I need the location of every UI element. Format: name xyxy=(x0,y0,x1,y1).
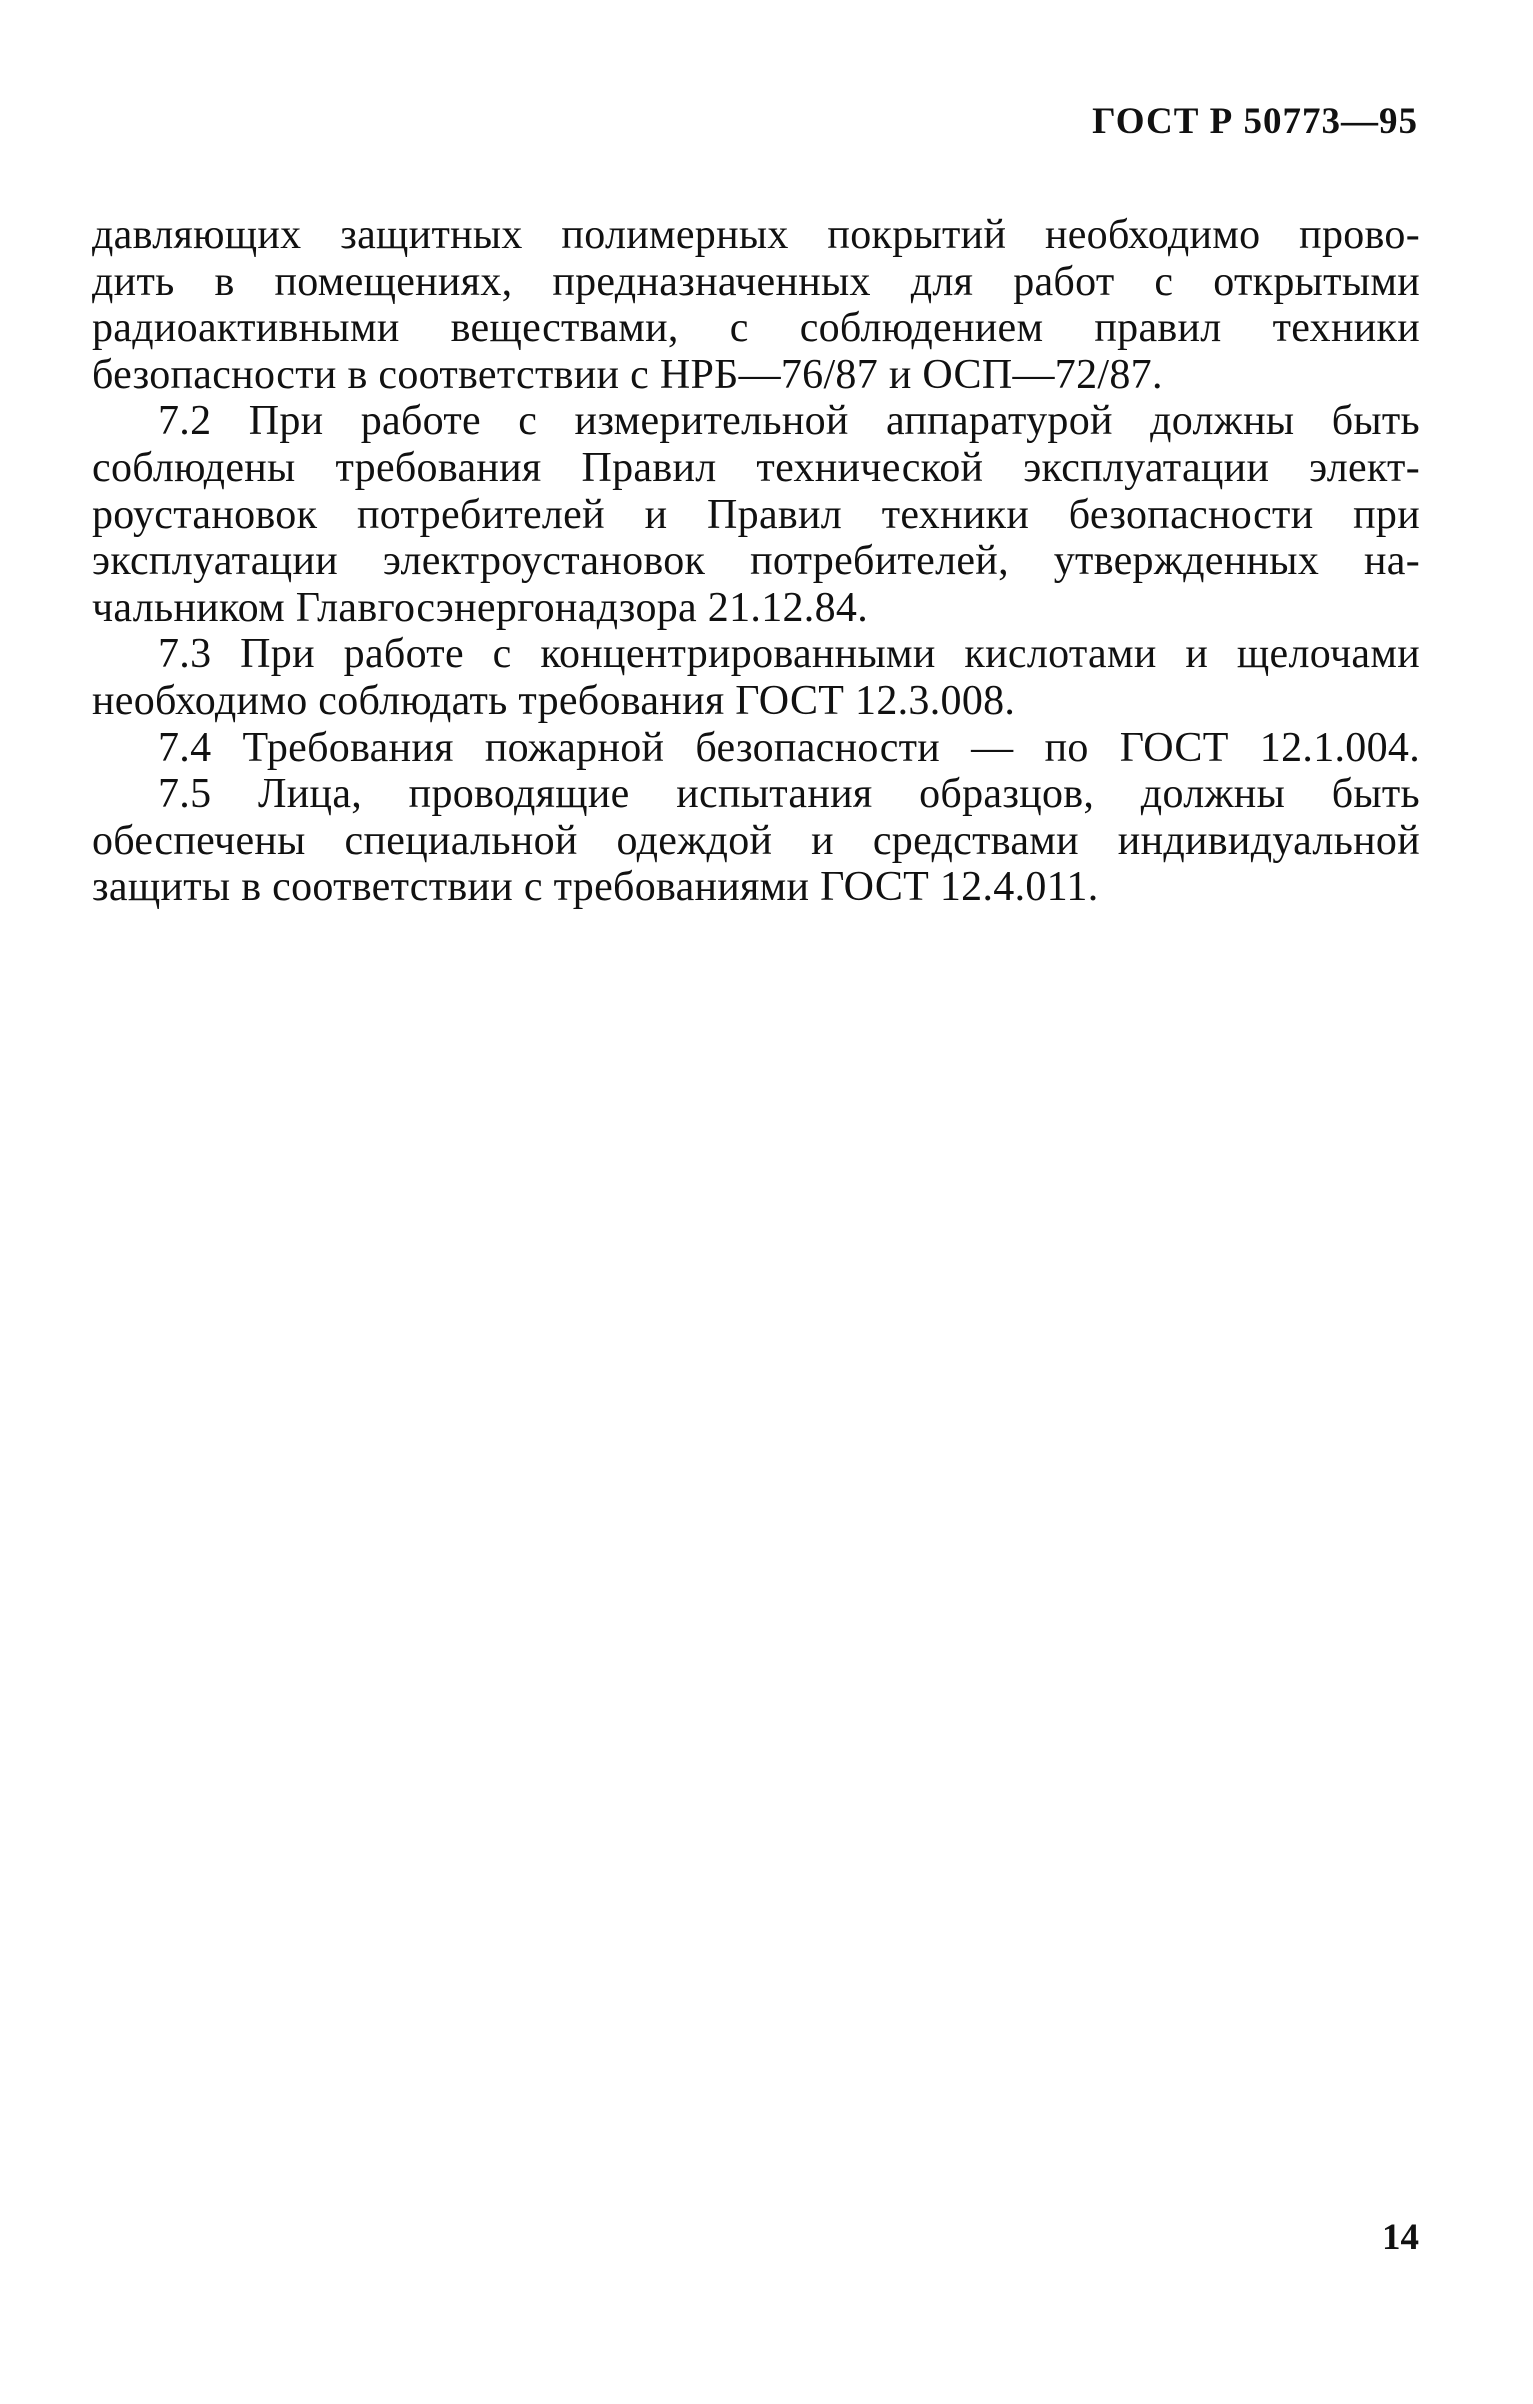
paragraph-line: защиты в соответствии с требованиями ГОСТ 12.4.011. xyxy=(92,864,1099,911)
page-number: 14 xyxy=(1382,2217,1419,2258)
paragraph-line: соблюдены требования Правил технической эксплуатации элект- xyxy=(92,444,1420,491)
document-body xyxy=(92,212,1420,911)
paragraph-line: чальником Главгосэнергонадзора 21.12.84. xyxy=(92,584,868,631)
paragraph-line: роустановок потребителей и Правил техники безопасности при xyxy=(92,491,1420,538)
clause-7-4-line: 7.4 Требования пожарной безопасности — по ГОСТ 12.1.004. xyxy=(158,724,1420,771)
clause-7-5-line: 7.5 Лица, проводящие испытания образцов, должны быть xyxy=(158,771,1420,818)
paragraph-line: обеспечены специальной одеждой и средствами индивидуальной xyxy=(92,817,1420,864)
clause-7-3-line: 7.3 При работе с концентрированными кислотами и щелочами xyxy=(158,631,1420,678)
paragraph-line: необходимо соблюдать требования ГОСТ 12.3.008. xyxy=(92,677,1016,724)
paragraph-line: эксплуатации электроустановок потребителей, утвержденных на- xyxy=(92,538,1420,585)
paragraph-line: безопасности в соответствии с НРБ—76/87 и ОСП—72/87. xyxy=(92,351,1163,398)
paragraph-line: давляющих защитных полимерных покрытий необходимо прово- xyxy=(92,212,1420,258)
paragraph-line: дить в помещениях, предназначенных для работ с открытыми xyxy=(92,258,1420,305)
paragraph-line: радиоактивными веществами, с соблюдением правил техники xyxy=(92,305,1420,352)
clause-7-2-line: 7.2 При работе с измерительной аппаратурой должны быть xyxy=(158,398,1420,445)
document-header-code: ГОСТ Р 50773—95 xyxy=(1092,101,1418,142)
